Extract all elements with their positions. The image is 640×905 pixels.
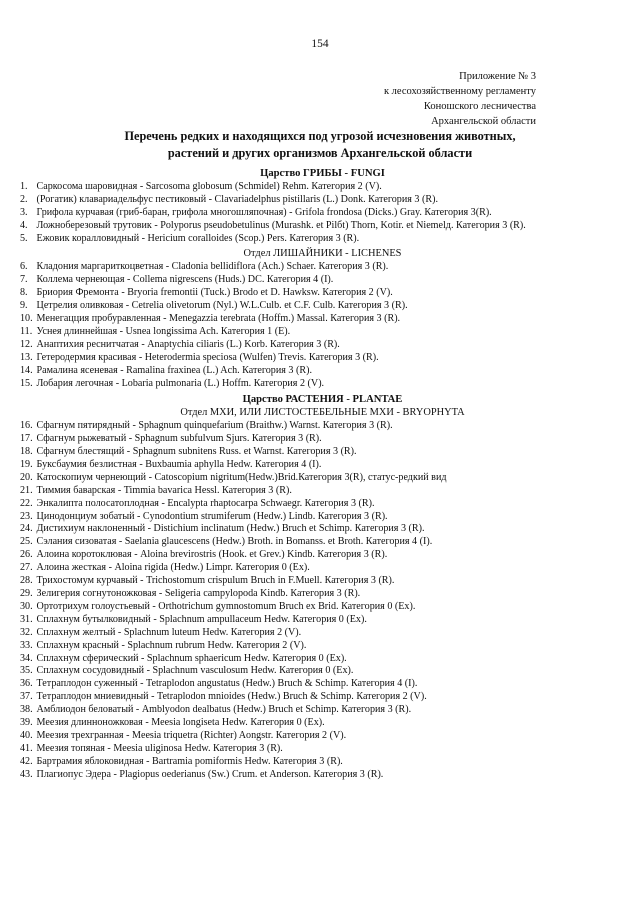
list-item: [20, 313, 625, 326]
list-item-number: 26.: [20, 549, 33, 561]
list-item-text: Алоина жесткая - Aloina rigida (Hedw.) Limpr. Категория 0 (Ex).: [36, 562, 310, 574]
lichens-list: [20, 261, 625, 390]
list-item-text: Лобария легочная - Lobaria pulmonaria (L.) Hoffm. Категория 2 (V).: [36, 377, 325, 389]
list-item-number: 1.: [20, 180, 28, 192]
list-item-text: Дистихиум наклоненный - Distichium inclinatum (Hedw.) Bruch et Schimp. Категория 3 (R).: [36, 523, 425, 535]
appendix-note: [384, 69, 536, 129]
list-item: [20, 420, 625, 433]
list-item-number: 34.: [20, 652, 33, 664]
list-item-number: 25.: [20, 536, 33, 548]
list-item: [20, 730, 625, 743]
list-item-text: Сэлания сизоватая - Saelania glaucescens (Hedw.) Broth. in Bomanss. et Broth. Категория 4 (I).: [36, 536, 433, 548]
section-heading-lichens: Отдел ЛИШАЙНИКИ - LICHENES: [243, 248, 402, 260]
list-item: [20, 274, 625, 287]
list-item-number: 31.: [20, 613, 33, 625]
list-item-text: Меезия трехгранная - Meesia triquetra (Richter) Aongstr. Категория 2 (V).: [36, 729, 347, 741]
list-item-text: Трихостомум курчавый - Trichostomum crispulum Bruch in F.Muell. Категория 3 (R).: [36, 575, 395, 587]
appendix-line: Архангельской области: [431, 116, 536, 127]
species-list: [20, 167, 625, 782]
list-item-text: Энкалипта полосатоплодная - Encalypta rhaptocarpa Schwaegr. Категория 3 (R).: [36, 497, 375, 509]
list-item-text: Бриория Фремонта - Bryoria fremontii (Tuck.) Brodo et D. Hawksw. Категория 2 (V).: [36, 287, 393, 299]
list-item: [20, 365, 625, 378]
list-item: [20, 769, 625, 782]
list-item-text: Сфагнум блестящий - Sphagnum subnitens Russ. et Warnst. Категория 3 (R).: [36, 446, 357, 458]
list-item-number: 21.: [20, 484, 33, 496]
list-item: [20, 523, 625, 536]
list-item-text: Анаптихия реснитчатая - Anaptychia ciliaris (L.) Korb. Категория 3 (R).: [36, 338, 340, 350]
list-item-text: Ложноберезовый трутовик - Polyporus pseudobetulinus (Murashk. et Pilбt) Thorn, Kotir. et Niemelд. Категория 3 (R).: [36, 219, 526, 231]
list-item-number: 33.: [20, 639, 33, 651]
list-item-number: 20.: [20, 471, 33, 483]
list-item-number: 23.: [20, 510, 33, 522]
plants-list: [20, 420, 625, 781]
list-item: [20, 575, 625, 588]
list-item: [20, 326, 625, 339]
list-item-text: Грифола курчавая (гриб-баран, грифола многошляпочная) - Grifola frondosa (Dicks.) Gray. Категория 3(R).: [36, 206, 492, 218]
list-item: [20, 665, 625, 678]
list-item: [20, 678, 625, 691]
list-item: [20, 261, 625, 274]
list-item: [20, 459, 625, 472]
list-item: [20, 233, 625, 246]
list-item-number: 6.: [20, 261, 28, 273]
list-item-number: 19.: [20, 458, 33, 470]
list-item-text: Менегацция пробуравленная - Menegazzia terebrata (Hoffm.) Massal. Категория 3 (R).: [36, 312, 401, 324]
list-item-text: Саркосома шаровидная - Sarcosoma globosum (Schmidel) Rehm. Категория 2 (V).: [36, 180, 382, 192]
list-item-number: 22.: [20, 497, 33, 509]
list-item-text: (Рогатик) клавариадельфус пестиковый - Clavariadelphus pistillaris (L.) Donk. Категория 3 (R).: [36, 193, 438, 205]
list-item: [20, 614, 625, 627]
list-item-text: Коллема чернеющая - Collema nigrescens (Huds.) DC. Категория 4 (I).: [36, 274, 334, 286]
list-item-text: Меезия длинноножковая - Meesia longiseta Hedw. Категория 0 (Ex).: [36, 717, 325, 729]
appendix-line: к лесохозяйственному регламенту: [383, 86, 536, 97]
list-item-number: 30.: [20, 600, 33, 612]
list-item-text: Бартрамия яблоковидная - Bartramia pomiformis Hedw. Категория 3 (R).: [36, 755, 343, 767]
list-item-number: 9.: [20, 300, 28, 312]
list-item-number: 7.: [20, 274, 28, 286]
list-item-number: 43.: [20, 768, 33, 780]
list-item-number: 28.: [20, 575, 33, 587]
list-item: [20, 717, 625, 730]
list-item: [20, 743, 625, 756]
list-item-number: 2.: [20, 193, 28, 205]
list-item: [20, 627, 625, 640]
list-item-text: Катоскопиум чернеющий - Catoscopium nigritum(Hedw.)Brid.Категория 3(R), статус-редкий вид: [36, 471, 447, 483]
list-item-text: Сфагнум пятирядный - Sphagnum quinquefarium (Braithw.) Warnst. Категория 3 (R).: [36, 420, 393, 432]
list-item-text: Амблиодон беловатый - Amblyodon dealbatus (Hedw.) Bruch et Schimp. Категория 3 (R).: [36, 704, 412, 716]
list-item: [20, 653, 625, 666]
list-item: [20, 691, 625, 704]
list-item-text: Меезия топяная - Meesia uliginosa Hedw. Категория 3 (R).: [36, 742, 283, 754]
list-item: [20, 704, 625, 717]
list-item-text: Ежовик коралловидный - Hericium coralloides (Scop.) Pers. Категория 3 (R).: [36, 232, 360, 244]
list-item-text: Зелигерия согнутоножковая - Seligeria campylopoda Kindb. Категория 3 (R).: [36, 588, 361, 599]
list-item: [20, 352, 625, 365]
list-item-number: 42.: [20, 755, 33, 767]
page-number: 154: [311, 38, 329, 50]
list-item-number: 29.: [20, 588, 33, 599]
list-item-text: Сплахнум красный - Splachnum rubrum Hedw. Категория 2 (V).: [36, 639, 307, 651]
list-item: [20, 640, 625, 653]
list-item-number: 14.: [20, 364, 33, 376]
list-item-text: Цетрелия оливковая - Cetrelia olivetorum (Nyl.) W.L.Culb. et C.F. Culb. Категория 3 (R).: [36, 300, 408, 312]
fungi-list: [20, 181, 625, 246]
list-item-text: Плагиопус Эдера - Plagiopus oederianus (Sw.) Crum. et Anderson. Категория 3 (R).: [36, 768, 384, 780]
list-item-number: 8.: [20, 287, 28, 299]
list-item-text: Кладония маргариткоцветная - Cladonia bellidiflora (Ach.) Schaer. Категория 3 (R).: [36, 261, 389, 273]
section-heading-plants: Царство РАСТЕНИЯ - PLANTAE: [242, 394, 403, 406]
list-item-text: Уснея длиннейшая - Usnea longissima Ach. Категория 1 (E).: [36, 325, 291, 337]
list-item: [20, 472, 625, 485]
list-item-text: Тетраплодон суженный - Tetraplodon angustatus (Hedw.) Bruch & Schimp. Категория 4 (I).: [36, 678, 418, 690]
list-item: [20, 601, 625, 614]
list-item-number: 38.: [20, 704, 33, 716]
list-item: [20, 378, 625, 391]
list-item-number: 36.: [20, 678, 33, 690]
list-item-text: Ортотрихум голоустьевый - Orthotrichum gymnostomum Bruch ex Brid. Категория 0 (Ex).: [36, 600, 416, 612]
list-item-number: 24.: [20, 523, 33, 535]
list-item: [20, 220, 625, 233]
list-item: [20, 194, 625, 207]
list-item-number: 39.: [20, 717, 33, 729]
list-item-number: 11.: [20, 325, 33, 337]
list-item: [20, 446, 625, 459]
list-item-text: Гетеродермия красивая - Heterodermia speciosa (Wulfen) Trevis. Категория 3 (R).: [36, 351, 379, 363]
subsection-heading-bryophyta: Отдел МХИ, ИЛИ ЛИСТОСТЕБЕЛЬНЫЕ МХИ - BRYOPHYTA: [180, 407, 465, 419]
list-item-text: Рамалина ясеневая - Ramalina fraxinea (L.) Ach. Категория 3 (R).: [36, 364, 312, 376]
list-item: [20, 588, 625, 601]
list-item-number: 37.: [20, 691, 33, 703]
list-item: [20, 300, 625, 313]
list-item-text: Сфагнум рыжеватый - Sphagnum subfulvum Sjurs. Категория 3 (R).: [36, 433, 322, 445]
list-item: [20, 207, 625, 220]
list-item-text: Сплахнум сферический - Splachnum sphaericum Hedw. Категория 0 (Ex).: [36, 652, 347, 664]
list-item-number: 12.: [20, 338, 33, 350]
list-item-number: 41.: [20, 742, 33, 754]
list-item-number: 35.: [20, 665, 33, 677]
list-item: [20, 562, 625, 575]
appendix-line: Приложение № 3: [459, 71, 536, 82]
list-item-text: Тиммия баварская - Timmia bavarica Hessl. Категория 3 (R).: [36, 484, 292, 496]
list-item-number: 17.: [20, 433, 33, 445]
list-item-number: 3.: [20, 206, 28, 218]
list-item-text: Буксбаумия безлистная - Buxbaumia aphylla Hedw. Категория 4 (I).: [36, 458, 322, 470]
title-line: Перечень редких и находящихся под угрозой исчезновения животных,: [124, 129, 516, 143]
list-item-text: Алоина коротоклювая - Aloina brevirostris (Hook. et Grev.) Kindb. Категория 3 (R).: [36, 549, 388, 561]
list-item: [20, 339, 625, 352]
list-item-number: 18.: [20, 446, 33, 458]
section-heading-fungi: Царство ГРИБЫ - FUNGI: [260, 168, 385, 179]
list-item-number: 15.: [20, 377, 33, 389]
list-item-number: 32.: [20, 626, 33, 638]
list-item-text: Цинодонциум зобатый - Cynodontium strumiferum (Hedw.) Lindb. Категория 3 (R).: [36, 510, 388, 522]
list-item-number: 27.: [20, 562, 33, 574]
list-item: [20, 485, 625, 498]
list-item-number: 5.: [20, 232, 28, 244]
list-item-number: 40.: [20, 729, 33, 741]
list-item: [20, 549, 625, 562]
list-item: [20, 536, 625, 549]
list-item: [20, 433, 625, 446]
list-item-text: Сплахнум сосудовидный - Splachnum vasculosum Hedw. Категория 0 (Ex).: [36, 665, 354, 677]
appendix-line: Коношского лесничества: [423, 101, 536, 112]
document-title: [40, 128, 600, 162]
list-item: [20, 756, 625, 769]
list-item-number: 4.: [20, 219, 28, 231]
list-item: [20, 287, 625, 300]
list-item: [20, 511, 625, 524]
list-item-text: Тетраплодон мниевидный - Tetraplodon mnioides (Hedw.) Bruch & Schimp. Категория 2 (V).: [36, 691, 427, 703]
list-item-number: 13.: [20, 351, 33, 363]
list-item-number: 16.: [20, 420, 33, 432]
list-item-number: 10.: [20, 312, 33, 324]
list-item: [20, 181, 625, 194]
title-line: растений и других организмов Архангельской области: [167, 146, 473, 160]
list-item-text: Сплахнум желтый - Splachnum luteum Hedw. Категория 2 (V).: [36, 626, 302, 638]
list-item: [20, 498, 625, 511]
list-item-text: Сплахнум бутылковидный - Splachnum ampullaceum Hedw. Категория 0 (Ex).: [36, 613, 367, 625]
